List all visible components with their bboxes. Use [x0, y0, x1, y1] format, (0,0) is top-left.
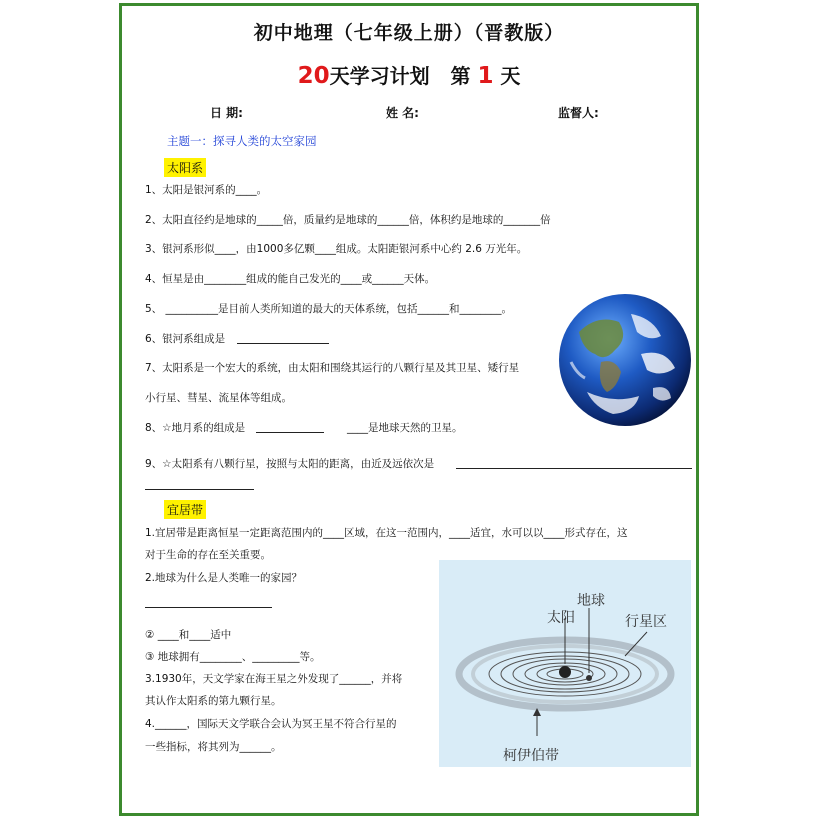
section-label-habitable-zone: 宜居带: [164, 500, 206, 519]
habitable-question-2: 2.地球为什么是人类唯一的家园？: [145, 572, 303, 584]
question-6: 6、银河系组成是: [145, 333, 226, 345]
earth-image: [557, 292, 693, 428]
habitable-question-3-line-1: 3.1930年，天文学家在海王星之外发现了______，并将: [145, 673, 403, 685]
habitable-answer-3: ③ 地球拥有________、_________等。: [145, 651, 321, 663]
kuiper-belt-label: 柯伊伯带: [503, 748, 559, 764]
sun-dot: [559, 666, 571, 678]
earth-dot: [586, 675, 592, 681]
habitable-answer-2: ② ____和____适中: [145, 629, 232, 641]
sun-label: 太阳: [547, 610, 575, 626]
question-5: 5、 __________是目前人类所知道的最大的天体系统，包括______和________。: [145, 303, 513, 315]
planet-zone-label: 行星区: [625, 614, 667, 630]
day-number: 1: [477, 63, 494, 89]
question-3: 3、银河系形似____，由1000多亿颗____组成。太阳距银河系中心约 2.6 万光年。: [145, 243, 528, 255]
section-label-solar-system: 太阳系: [164, 158, 206, 177]
name-label: 姓 名:: [386, 106, 419, 120]
earth-label: 地球: [577, 593, 605, 609]
question-8-part-2: ____是地球天然的卫星。: [347, 422, 463, 434]
answer-line: [456, 468, 692, 469]
plan-subtitle: [119, 60, 699, 89]
day-suffix: 天: [500, 64, 521, 88]
answer-line: [145, 489, 254, 490]
habitable-question-3-line-2: 其认作太阳系的第九颗行星。: [145, 695, 282, 707]
question-4: 4、恒星是由________组成的能自己发光的____或______天体。: [145, 273, 436, 285]
answer-line: [256, 432, 324, 433]
answer-line: [237, 343, 329, 344]
date-label: 日 期:: [210, 106, 243, 120]
question-8-part-1: 8、☆地月系的组成是: [145, 422, 246, 434]
topic-heading: 主题一：探寻人类的太空家园: [167, 134, 317, 148]
question-7-line-2: 小行星、彗星、流星体等组成。: [145, 392, 292, 404]
answer-line: [145, 607, 272, 608]
question-1: 1、太阳是银河系的____。: [145, 184, 268, 196]
question-7-line-1: 7、太阳系是一个宏大的系统，由太阳和围绕其运行的八颗行星及其卫星、矮行星: [145, 362, 520, 374]
habitable-question-4-line-1: 4.______，国际天文学联合会认为冥王星不符合行星的: [145, 718, 397, 730]
plan-days-number: 20: [297, 63, 330, 89]
solar-system-diagram: [439, 560, 691, 767]
plan-text: 天学习计划: [329, 64, 430, 88]
supervisor-label: 监督人:: [558, 106, 599, 120]
page-title: 初中地理（七年级上册）（晋教版）: [253, 22, 565, 44]
day-prefix: 第: [450, 64, 471, 88]
habitable-question-1-line-2: 对于生命的存在至关重要。: [145, 549, 271, 561]
question-9: 9、☆太阳系有八颗行星，按照与太阳的距离，由近及远依次是: [145, 458, 435, 470]
habitable-question-4-line-2: 一些指标，将其列为______。: [145, 741, 282, 753]
habitable-question-1-line-1: 1.宜居带是距离恒星一定距离范围内的____区域，在这一范围内，____适宜，水可以以____形式存在，这: [145, 527, 628, 539]
question-2: 2、太阳直径约是地球的_____倍，质量约是地球的______倍，体积约是地球的_______倍: [145, 214, 551, 226]
